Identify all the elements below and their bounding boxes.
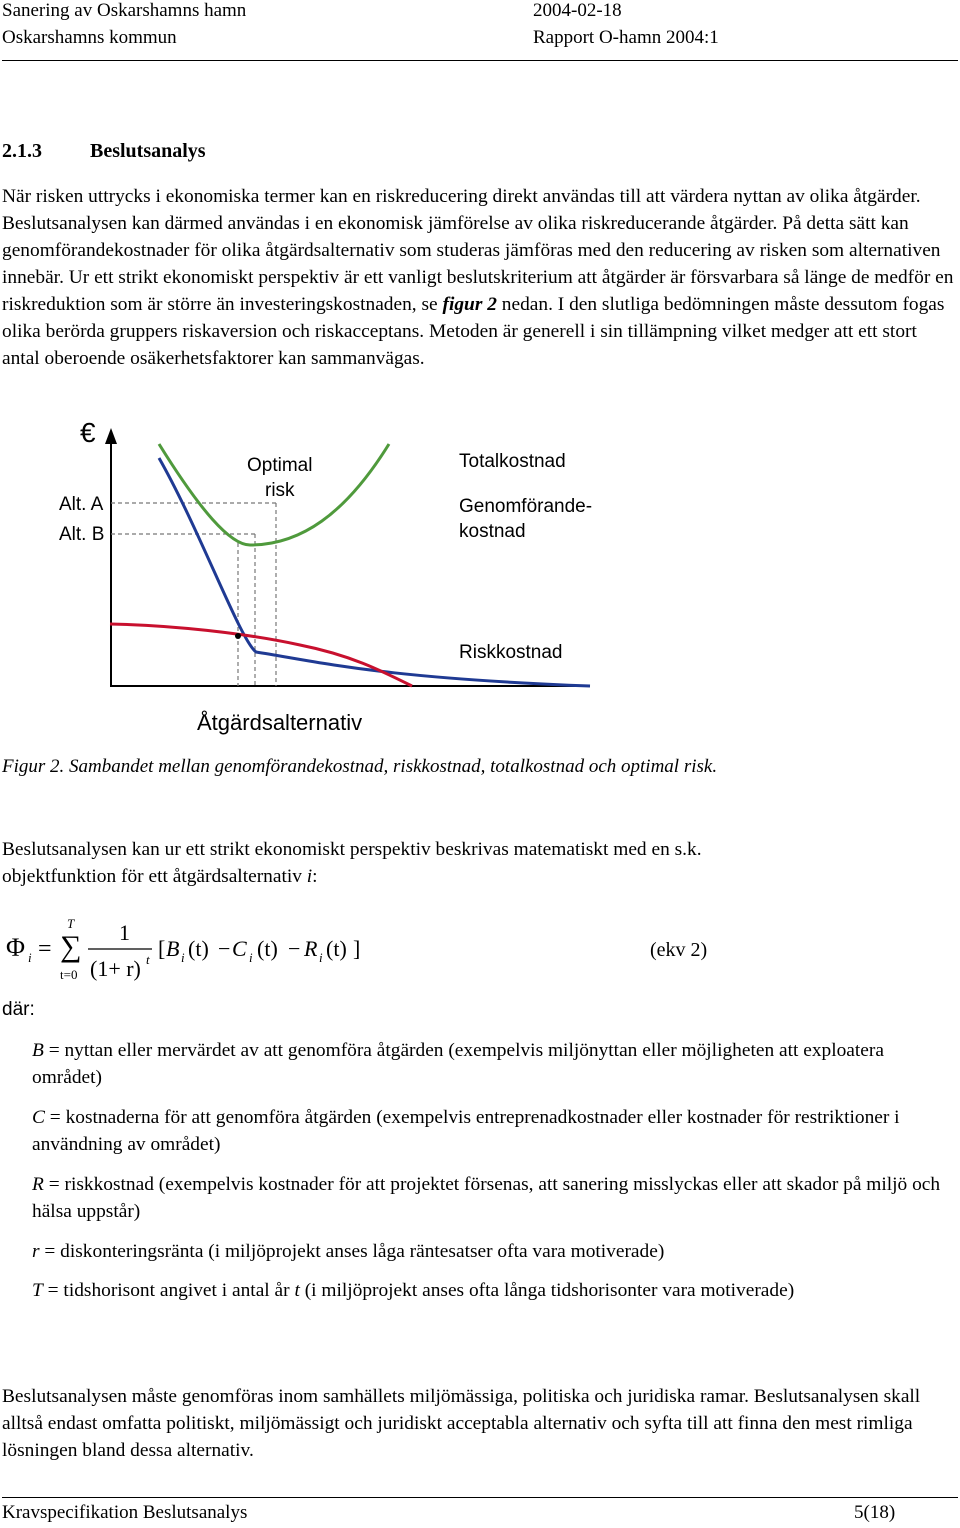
header-organization: Oskarshamns kommun bbox=[2, 27, 177, 48]
formula-minus-2: − bbox=[288, 936, 301, 961]
paragraph-text-continued: nedan. I den slutliga bedömningen måste dessutom fogas olika berörda gruppers riskaversion och riskacceptans. Metoden är generell i sin tillämpning vilket medger att ett stort antal oberoende osäkerhetsfaktorer kan sammanvägas. bbox=[2, 294, 945, 369]
definition-symbol: B bbox=[32, 1040, 44, 1061]
formula-B: B bbox=[166, 936, 180, 961]
formula-C-arg: (t) bbox=[257, 936, 278, 961]
definition-text: = diskonteringsränta (i miljöprojekt anses låga räntesatser ofta vara motiverade) bbox=[39, 1241, 665, 1262]
paragraph-line: Beslutsanalysen kan ur ett strikt ekonomiskt perspektiv beskrivas matematiskt med en s.k. bbox=[2, 839, 702, 860]
figure-reference: figur 2 bbox=[442, 294, 497, 315]
where-label: där: bbox=[2, 999, 35, 1020]
cost-diagram bbox=[0, 400, 600, 750]
definition-text-start: = tidshorisont angivet i antal år bbox=[42, 1280, 295, 1301]
header-divider bbox=[2, 60, 958, 61]
variable-i: i bbox=[306, 866, 313, 887]
body-paragraph-objective bbox=[2, 836, 958, 890]
definition-R bbox=[32, 1171, 952, 1225]
tick-alt-a: Alt. A bbox=[59, 494, 104, 515]
definition-symbol: T bbox=[32, 1280, 43, 1301]
formula-R-subscript: i bbox=[319, 950, 323, 965]
body-paragraph-intro bbox=[2, 183, 958, 372]
definition-text: = nyttan eller mervärdet av att genomföra åtgärden (exempelvis miljönyttan eller möjligheten att exploatera området) bbox=[32, 1040, 884, 1088]
footer-divider bbox=[2, 1497, 958, 1498]
caption-text: . Sambandet mellan genomförandekostnad, riskkostnad, totalkostnad och optimal risk. bbox=[59, 756, 718, 777]
formula-sigma: ∑ bbox=[60, 930, 82, 963]
footer-document-title: Kravspecifikation Beslutsanalys bbox=[2, 1502, 248, 1523]
section-title: Beslutsanalys bbox=[90, 140, 206, 162]
objective-function-formula bbox=[0, 910, 960, 990]
formula-C: C bbox=[232, 936, 247, 961]
y-axis-label: € bbox=[80, 417, 96, 448]
header-date: 2004-02-18 bbox=[533, 0, 622, 21]
formula-bracket-close: ] bbox=[353, 936, 361, 961]
risk-cost-curve bbox=[110, 624, 412, 686]
definition-C bbox=[32, 1104, 952, 1158]
formula-exponent: t bbox=[146, 952, 150, 967]
formula-denominator: (1+ r) bbox=[90, 956, 141, 981]
y-axis-arrowhead bbox=[105, 428, 117, 444]
formula-B-arg: (t) bbox=[188, 936, 209, 961]
definition-text: (i miljöprojekt anses ofta långa tidshorisonter vara motiverade) bbox=[299, 1280, 795, 1301]
paragraph-line-start: objektfunktion för ett åtgärdsalternativ bbox=[2, 866, 307, 887]
paragraph-line-end: : bbox=[312, 866, 318, 887]
optimal-risk-label-line1: Optimal bbox=[247, 455, 313, 476]
definition-symbol: R bbox=[32, 1174, 44, 1195]
formula-R-arg: (t) bbox=[326, 936, 347, 961]
paragraph-text: När risken uttrycks i ekonomiska termer kan en riskreducering direkt användas till att värdera nyttan av olika åtgärder. Beslutsanalysen kan därmed användas i en ekonomisk jämförelse av olika riskreducerande åtgärder. På detta sätt kan genomförandekostnader för olika åtgärdsalternativ som studeras jämföras med den reducering av risken som alternativen innebär. Ur ett strikt ekonomiskt perspektiv är ett vanligt beslutskriterium att åtgärder är försvarbara så länge de medför en riskreduktion som är större än investeringskostnaden, se bbox=[2, 186, 954, 315]
total-cost-label: Totalkostnad bbox=[459, 451, 566, 472]
definition-text: = riskkostnad (exempelvis kostnader för att projektet försenas, att sanering misslyckas eller att skador på miljö och hälsa uppstår) bbox=[32, 1174, 941, 1222]
section-number: 2.1.3 bbox=[2, 140, 42, 162]
equation-number: (ekv 2) bbox=[650, 939, 708, 961]
formula-C-subscript: i bbox=[249, 950, 253, 965]
tick-alt-b: Alt. B bbox=[59, 524, 105, 545]
x-axis-label: Åtgärdsalternativ bbox=[197, 710, 363, 735]
formula-B-subscript: i bbox=[181, 950, 185, 965]
header-report-id: Rapport O-hamn 2004:1 bbox=[533, 27, 719, 48]
body-paragraph-conclusion: Beslutsanalysen måste genomföras inom samhällets miljömässiga, politiska och juridiska ramar. Beslutsanalysen skall alltså endast omfatta politiskt, miljömässigt och juridiskt acceptabla alternativ och syfta till att finna den mest rimliga lösningen bland dessa alternativ. bbox=[2, 1386, 921, 1461]
definition-symbol-t: t bbox=[294, 1280, 300, 1301]
optimal-risk-point bbox=[235, 633, 241, 639]
definition-text: = kostnaderna för att genomföra åtgärden (exempelvis entreprenadkostnader eller kostnader för restriktioner i användning av området) bbox=[32, 1107, 900, 1155]
formula-R: R bbox=[304, 936, 318, 961]
formula-equals: = bbox=[38, 936, 52, 962]
implementation-cost-label-line2: kostnad bbox=[459, 521, 526, 542]
definition-symbol: r bbox=[32, 1241, 40, 1262]
caption-label: Figur 2 bbox=[2, 756, 60, 777]
formula-phi: Φ bbox=[6, 933, 26, 962]
header-title: Sanering av Oskarshamns hamn bbox=[2, 0, 247, 21]
risk-cost-label: Riskkostnad bbox=[459, 642, 563, 663]
footer-page-number: 5(18) bbox=[854, 1502, 896, 1523]
section-heading bbox=[2, 140, 206, 163]
implementation-cost-label-line1: Genomförande- bbox=[459, 496, 593, 517]
definition-symbol: C bbox=[32, 1107, 45, 1128]
formula-subscript-i: i bbox=[28, 950, 32, 965]
definition-B bbox=[32, 1037, 952, 1091]
formula-lower-limit: t=0 bbox=[60, 967, 78, 982]
formula-minus-1: − bbox=[218, 936, 231, 961]
formula-upper-limit: T bbox=[67, 916, 75, 931]
formula-numerator: 1 bbox=[119, 920, 130, 945]
optimal-risk-label-line2: risk bbox=[265, 480, 295, 501]
definition-r bbox=[32, 1238, 952, 1265]
formula-bracket-open: [ bbox=[158, 936, 166, 961]
definition-T bbox=[32, 1277, 952, 1304]
figure-caption bbox=[2, 756, 717, 778]
